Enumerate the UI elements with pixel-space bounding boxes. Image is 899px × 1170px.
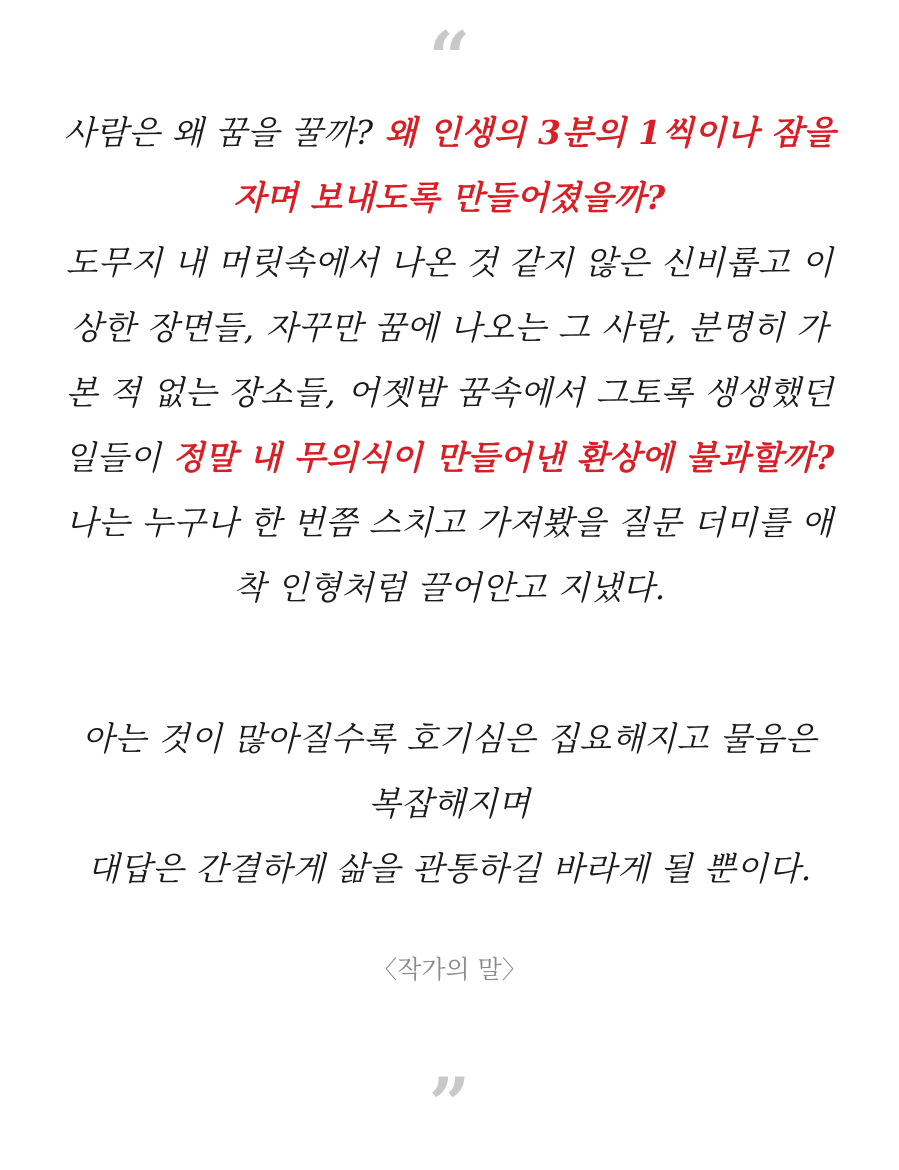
author-note-caption: 〈작가의 말〉 (372, 955, 527, 984)
paragraph-line: 본 적 없는 장소들, 어젯밤 꿈속에서 그토록 생생했던 (65, 373, 834, 412)
paragraph-line: 아는 것이 많아질수록 호기심은 집요해지고 물음은 (82, 719, 817, 758)
paragraph-line: 복잡해지며 (368, 784, 531, 823)
paragraph-line: 상한 장면들, 자꾸만 꿈에 나오는 그 사람, 분명히 가 (70, 308, 829, 347)
emphasized-line: 자며 보내도록 만들어졌을까? (233, 178, 666, 217)
paragraph-line: 나는 누구나 한 번쯤 스치고 가져봤을 질문 더미를 애 (65, 503, 834, 542)
opening-quote-mark: “ (428, 15, 471, 100)
closing-quote-mark: ” (428, 1061, 471, 1146)
paragraph-line: 대답은 간결하게 삶을 관통하길 바라게 될 뿐이다. (87, 849, 812, 888)
plain-text: 일들이 (64, 438, 173, 477)
paragraph-line (0, 425, 899, 490)
paragraph-line: 착 인형처럼 끌어안고 지냈다. (233, 568, 666, 607)
emphasized-text: 정말 내 무의식이 만들어낸 환상에 불과할까? (172, 438, 835, 477)
paragraph-line: 도무지 내 머릿속에서 나온 것 같지 않은 신비롭고 이 (65, 243, 834, 282)
emphasized-text: 왜 인생의 3분의 1씩이나 잠을 (384, 113, 836, 152)
paragraph-line (0, 100, 899, 165)
paragraph-dreams (0, 100, 899, 620)
paragraph-curiosity (0, 706, 899, 901)
plain-text: 사람은 왜 꿈을 꿀까? (63, 113, 385, 152)
